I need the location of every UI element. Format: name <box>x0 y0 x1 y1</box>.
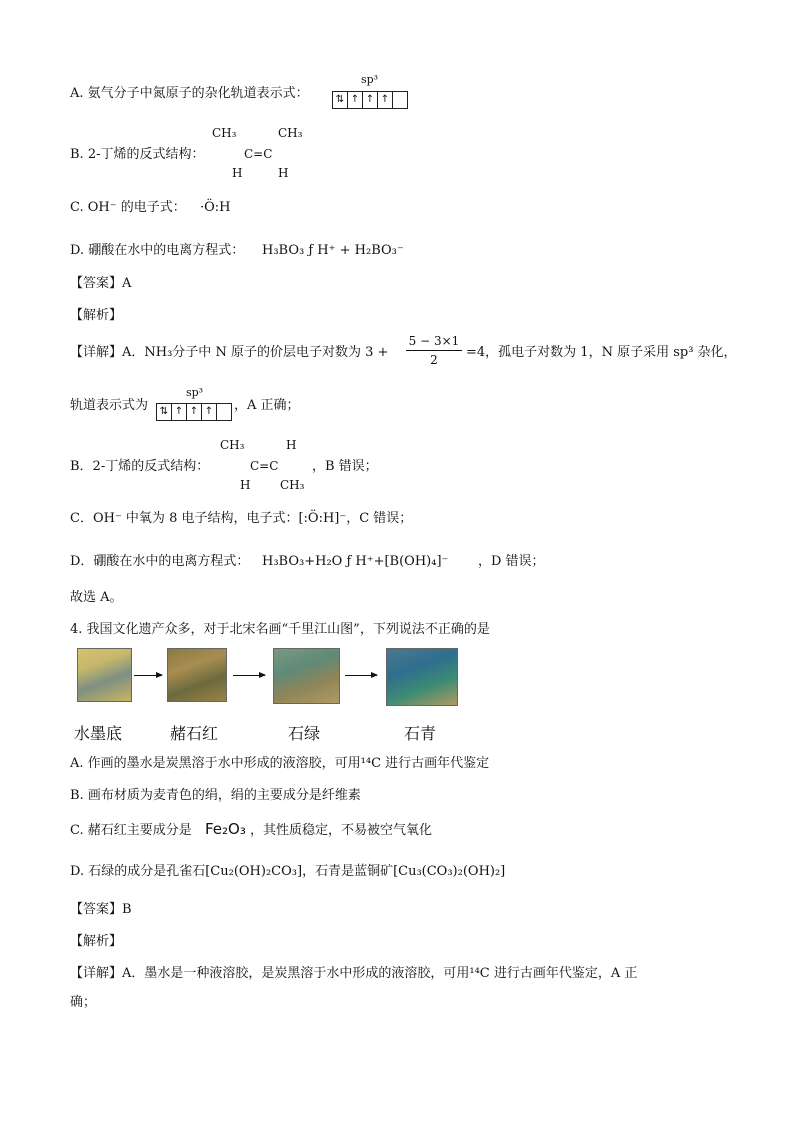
orbital-cell: ↑ <box>348 92 363 108</box>
ch3-group: CH₃ <box>278 126 303 140</box>
arrow-icon <box>134 675 162 676</box>
orbital-diagram-a <box>332 91 408 109</box>
orbital-cell: ⇅ <box>157 404 172 420</box>
ch3-group: CH₃ <box>212 126 237 140</box>
boric-acid-equation: H₃BO₃ ƒ H⁺ + H₂BO₃⁻ <box>262 243 404 258</box>
h-atom: H <box>278 166 289 180</box>
orbital-cell: ↑ <box>187 404 202 420</box>
detail-a-text-2: =4，孤电子对数为 1，N 原子采用 sp³ 杂化， <box>466 345 737 360</box>
h-atom: H <box>286 438 297 452</box>
ch3-group: CH₃ <box>220 438 245 452</box>
cis-butene-structure <box>212 126 312 184</box>
fraction <box>406 334 462 367</box>
q4-stem: 4. 我国文化遗产众多，对于北宋名画“千里江山图”，下列说法不正确的是 <box>70 622 490 637</box>
analysis-label: 【解析】 <box>70 308 123 323</box>
arrow-icon <box>233 675 265 676</box>
detail-a-text-4: ，A 正确； <box>234 398 300 413</box>
oh-electron-formula: ·Ö:H <box>200 200 231 215</box>
q4-detail-a: 【详解】A．墨水是一种液溶胶，是炭黑溶于水中形成的液溶胶，可用¹⁴C 进行古画年代鉴定，A 正 <box>70 966 638 981</box>
h-atom: H <box>240 478 251 492</box>
orbital-cell <box>217 404 231 420</box>
orbital-diagram-detail <box>156 403 232 421</box>
trans-butene-structure <box>220 438 320 496</box>
answer-label: 【答案】A <box>70 276 132 291</box>
caption-ochre-red: 赭石红 <box>170 724 219 743</box>
q3-option-d: D. 硼酸在水中的电离方程式： <box>70 243 245 258</box>
orbital-cell: ↑ <box>202 404 217 420</box>
orbital-cell <box>393 92 407 108</box>
caption-stone-blue: 石青 <box>404 724 437 743</box>
q4-analysis-label: 【解析】 <box>70 934 123 949</box>
fraction-denominator: 2 <box>430 353 438 367</box>
sp3-label: sp³ <box>186 386 204 399</box>
q4-detail-a-2: 确； <box>70 995 97 1010</box>
detail-a-text-3: 轨道表示式为 <box>70 398 149 413</box>
painting-stone-green <box>273 648 340 704</box>
q4-option-b: B. 画布材质为麦青色的绢，绢的主要成分是纤维素 <box>70 788 361 803</box>
fraction-bar <box>406 350 462 351</box>
caption-stone-green: 石绿 <box>288 724 321 743</box>
ch3-group: CH₃ <box>280 478 305 492</box>
detail-d-text-2: ，D 错误； <box>478 554 545 569</box>
double-bond: C=C <box>250 459 279 473</box>
detail-c-text: C．OH⁻ 中氧为 8 电子结构，电子式：[:Ö:H]⁻，C 错误； <box>70 511 413 526</box>
orbital-cell: ↑ <box>378 92 393 108</box>
h-atom: H <box>232 166 243 180</box>
arrow-icon <box>345 675 377 676</box>
painting-ochre-red <box>167 648 227 702</box>
painting-ink-base <box>77 648 132 702</box>
q3-option-c: C. OH⁻ 的电子式： <box>70 200 186 215</box>
caption-ink-base: 水墨底 <box>74 724 123 743</box>
detail-b-text-2: ，B 错误； <box>312 459 378 474</box>
q4-option-c-2: ，其性质稳定，不易被空气氧化 <box>250 823 433 838</box>
painting-stone-blue <box>386 648 458 706</box>
orbital-cell: ↑ <box>172 404 187 420</box>
conclusion: 故选 A。 <box>70 590 123 605</box>
detail-a-text: 【详解】A．NH₃分子中 N 原子的价层电子对数为 3 + <box>70 345 389 360</box>
detail-b-text: B．2-丁烯的反式结构： <box>70 459 210 474</box>
q3-option-b: B. 2-丁烯的反式结构： <box>70 147 205 162</box>
double-bond: C=C <box>244 147 273 161</box>
fe2o3-formula: Fe₂O₃ <box>205 820 246 838</box>
detail-d-equation: H₃BO₃+H₂O ƒ H⁺+[B(OH)₄]⁻ <box>262 554 449 569</box>
detail-d-text: D．硼酸在水中的电离方程式： <box>70 554 250 569</box>
sp3-label: sp³ <box>361 73 379 86</box>
q4-option-a: A. 作画的墨水是炭黑溶于水中形成的液溶胶，可用¹⁴C 进行古画年代鉴定 <box>70 756 490 771</box>
q3-option-a: A. 氨气分子中氮原子的杂化轨道表示式： <box>70 86 309 101</box>
fraction-numerator: 5 − 3×1 <box>408 334 460 348</box>
q4-option-c: C. 赭石红主要成分是 <box>70 823 192 838</box>
q4-option-d: D. 石绿的成分是孔雀石[Cu₂(OH)₂CO₃]，石青是蓝铜矿[Cu₃(CO₃)₂(OH)₂] <box>70 864 506 879</box>
q4-answer-label: 【答案】B <box>70 902 132 917</box>
orbital-cell: ↑ <box>363 92 378 108</box>
orbital-cell: ⇅ <box>333 92 348 108</box>
